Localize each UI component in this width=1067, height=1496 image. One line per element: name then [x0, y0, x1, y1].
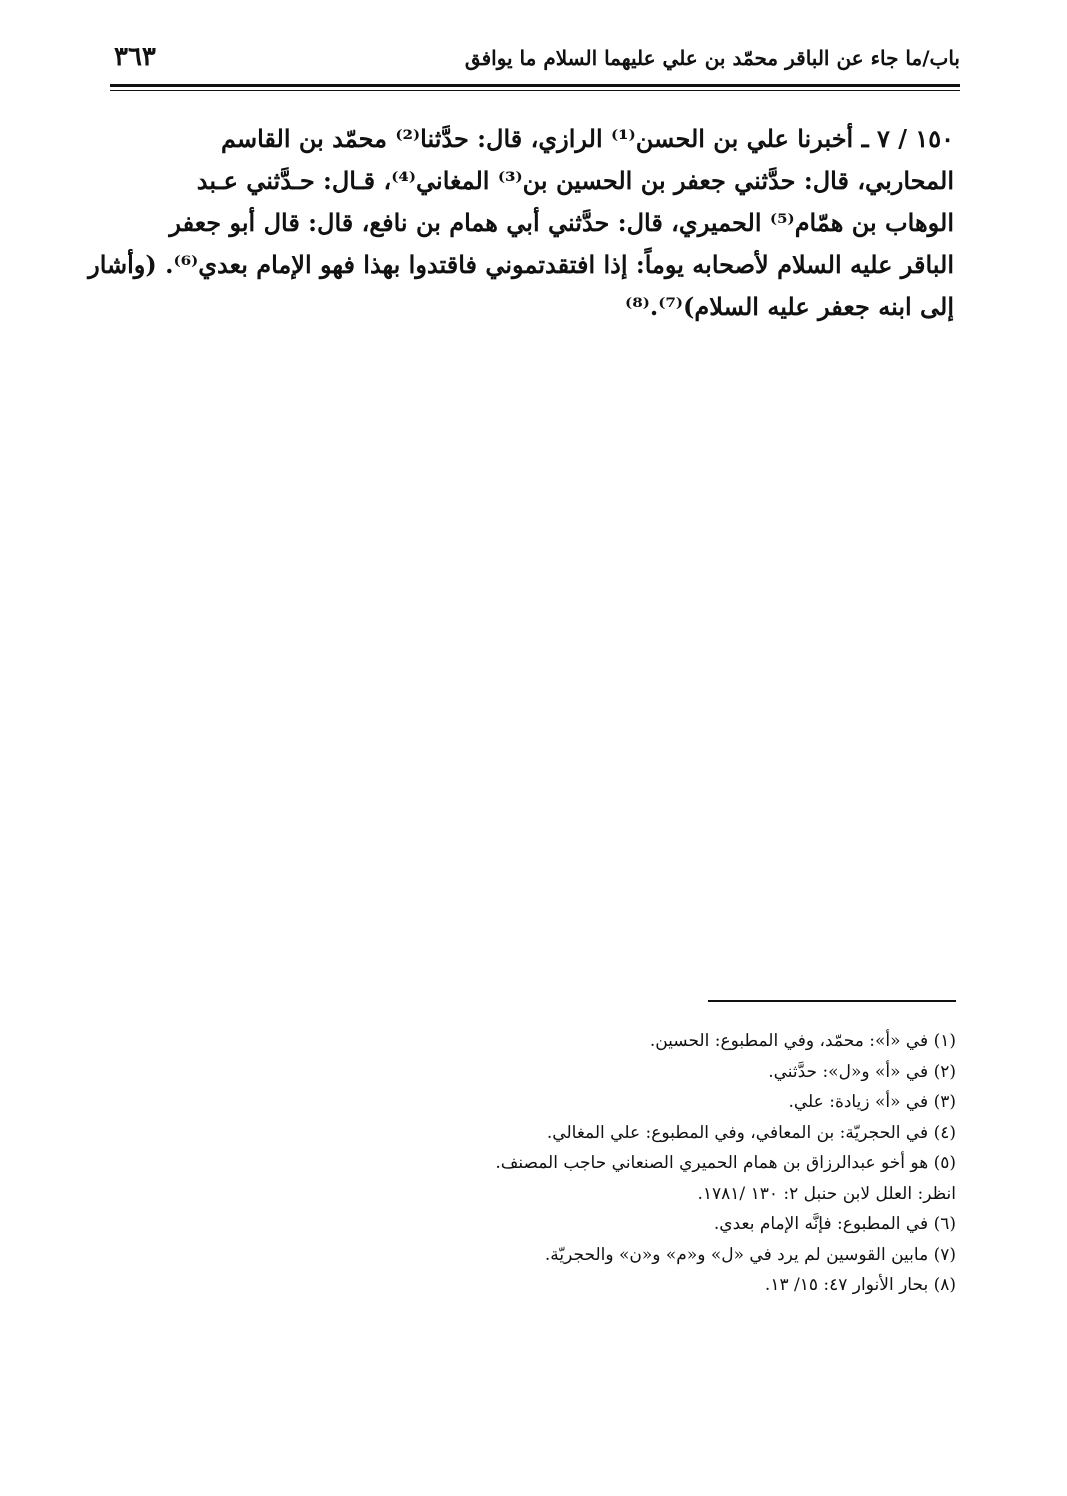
chapter-title: باب/ما جاء عن الباقر محمّد بن علي عليهما السلام ما يوافق — [464, 46, 960, 70]
footnote: (١) في «أ»: محمّد، وفي المطبوع: الحسين. — [649, 1031, 956, 1051]
header-rule-thin — [110, 90, 960, 91]
footnotes — [300, 1026, 956, 1301]
footnote: (٤) في الحجريّة: بن المعافي، وفي المطبوع: علي المغالي. — [546, 1122, 956, 1143]
footnote: (٨) بحار الأنوار ٤٧: ١٥/ ١٣. — [764, 1275, 956, 1295]
header-rule-thick — [110, 84, 960, 87]
footnote-separator — [708, 1000, 956, 1002]
hadith-text — [88, 118, 954, 328]
text-line: المحاربي، قال: حدَّثني جعفر بن الحسين بن⁽³⁾ المغاني⁽⁴⁾، قـال: حـدَّثني عـبد — [196, 166, 954, 195]
footnote: (٧) مابين القوسين لم يرد في «ل» و«م» و«ن» والحجريّة. — [544, 1244, 956, 1265]
footnote: انظر: العلل لابن حنبل ٢: ١٣٠ /١٧٨١. — [697, 1183, 956, 1204]
page-number: ٣٦٣ — [114, 42, 156, 72]
text-line: إلى ابنه جعفر عليه السلام)⁽⁷⁾.⁽⁸⁾ — [625, 292, 954, 321]
running-header — [110, 40, 960, 80]
footnote: (٥) هو أخو عبدالرزاق بن همام الحميري الصنعاني حاجب المصنف. — [495, 1153, 956, 1173]
footnote: (٣) في «أ» زيادة: علي. — [788, 1092, 956, 1112]
footnote: (٦) في المطبوع: فإنَّه الإمام بعدي. — [713, 1214, 956, 1234]
text-line: الوهاب بن همّام⁽⁵⁾ الحميري، قال: حدَّثني أبي همام بن نافع، قال: قال أبو جعفر — [169, 208, 954, 237]
text-line: الباقر عليه السلام لأصحابه يوماً: إذا افتقدتموني فاقتدوا بهذا فهو الإمام بعدي⁽⁶⁾. (وأشار — [88, 250, 954, 279]
footnote: (٢) في «أ» و«ل»: حدَّثني. — [768, 1061, 956, 1082]
text-line: ١٥٠ / ٧ ـ أخبرنا علي بن الحسن⁽¹⁾ الرازي، قال: حدَّثنا⁽²⁾ محمّد بن القاسم — [220, 124, 954, 153]
